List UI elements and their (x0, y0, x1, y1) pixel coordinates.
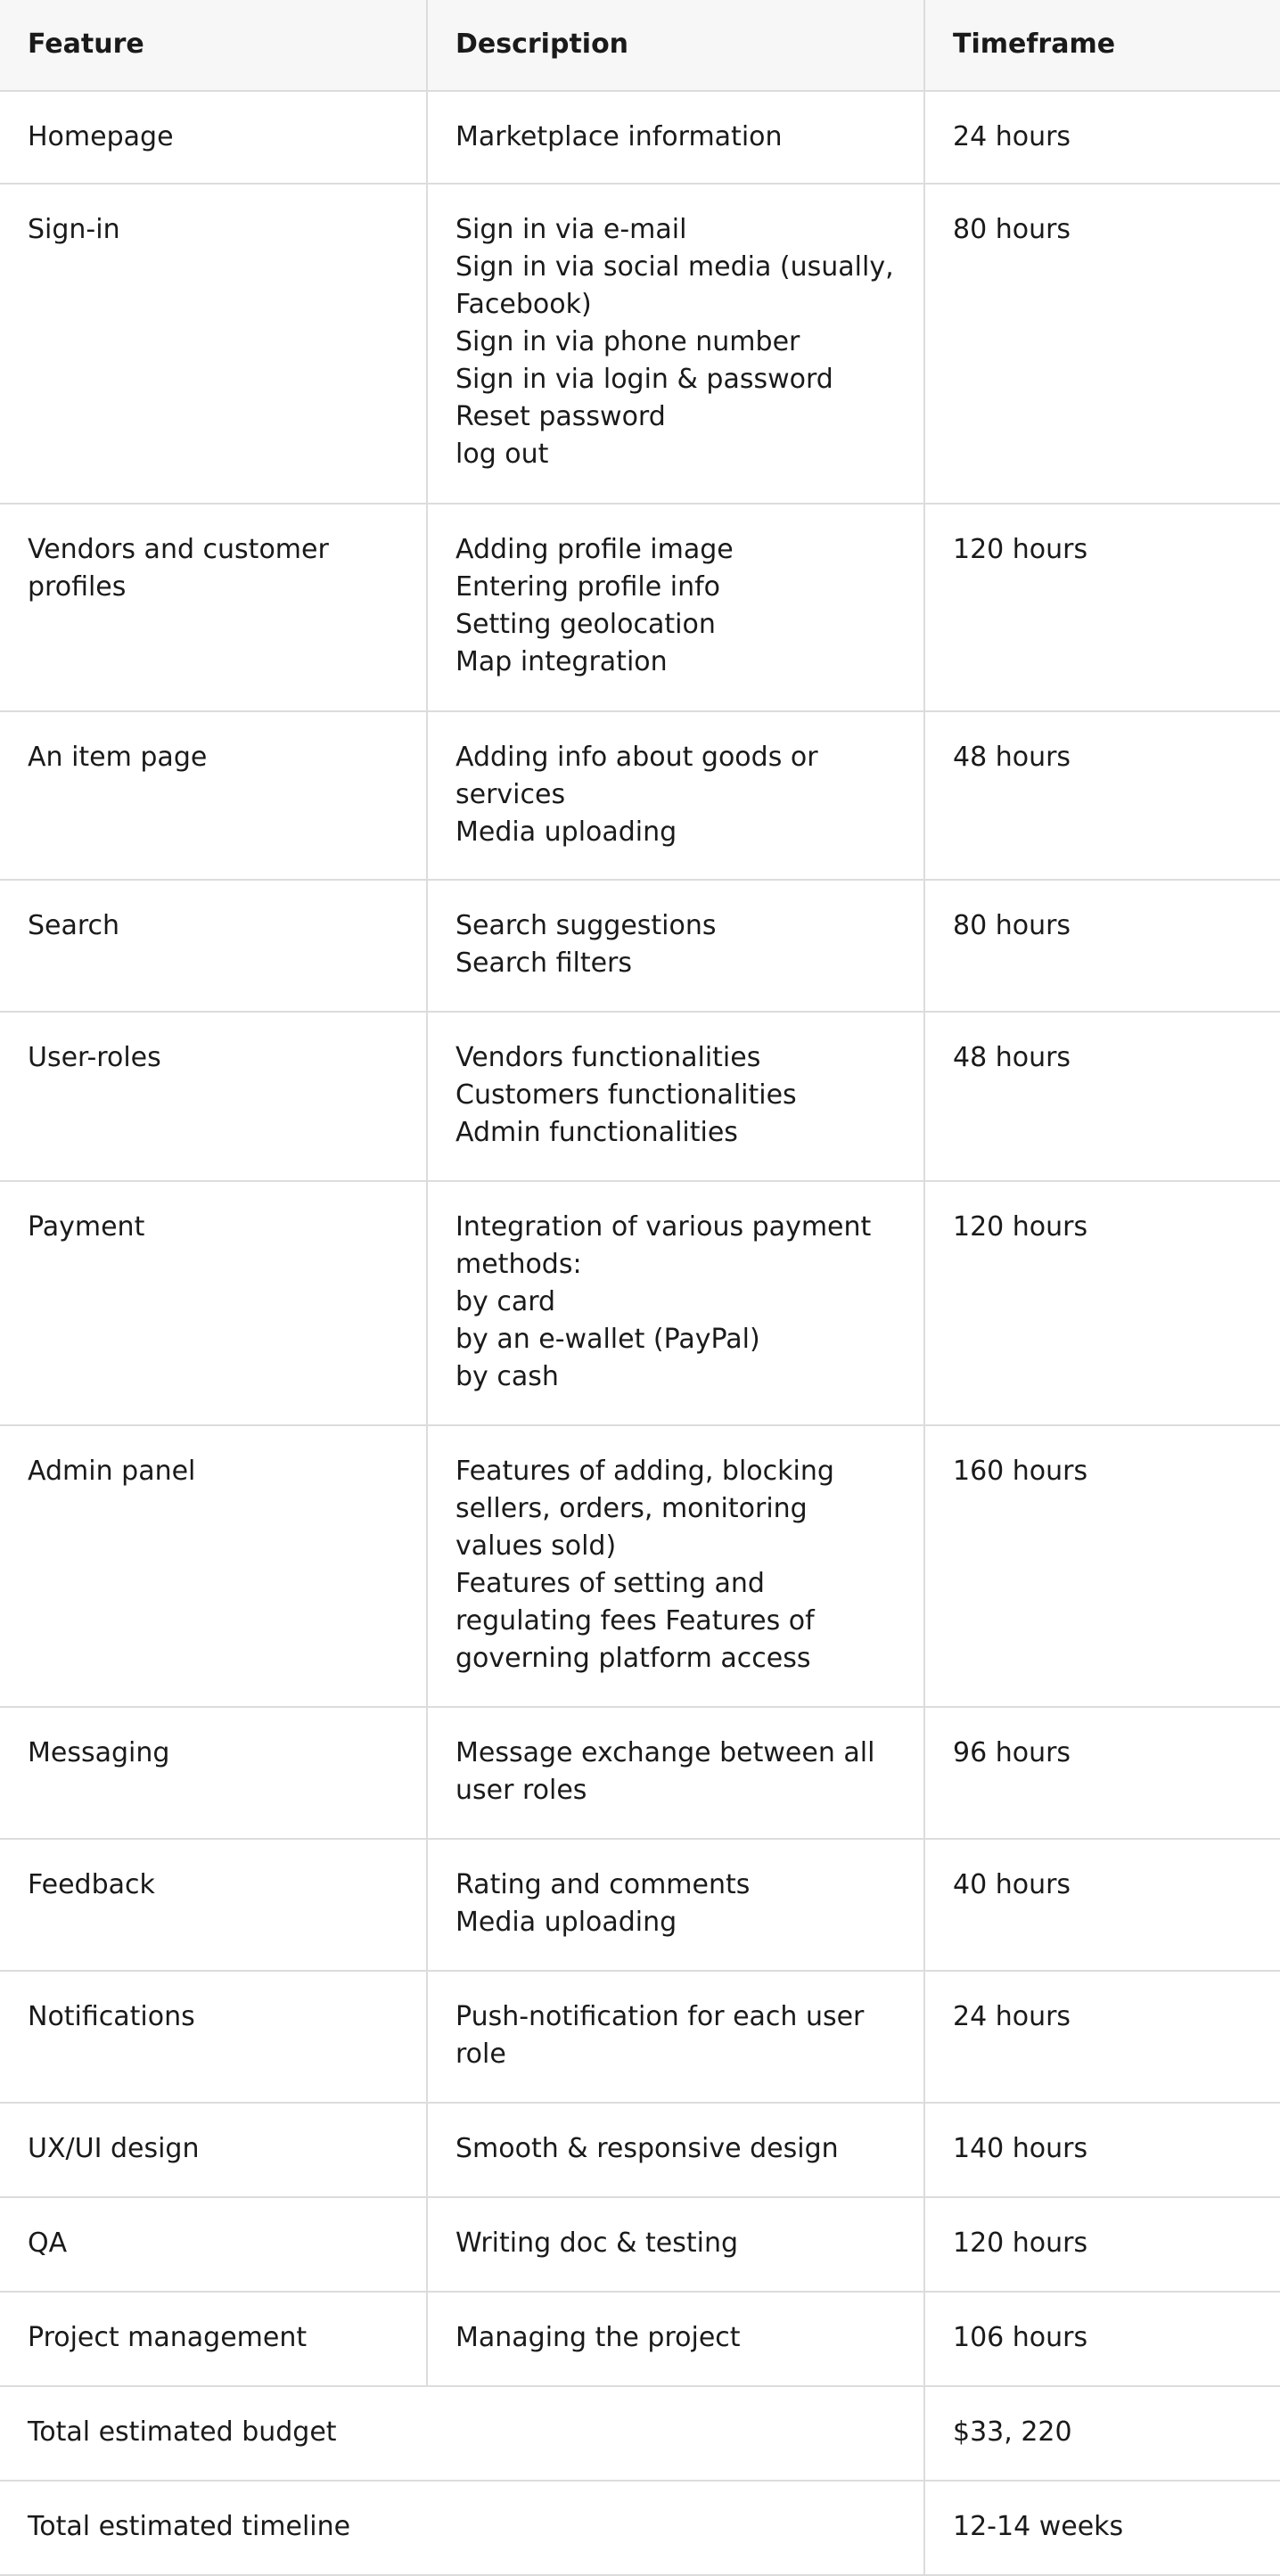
description-line: Adding info about goods or services (455, 742, 818, 810)
timeframe-cell: 140 hours (924, 2103, 1280, 2197)
description-line: Features of setting and regulating fees Features of governing platform access (455, 1568, 815, 1674)
description-line: Push-notification for each user role (455, 2001, 865, 2070)
feature-cell: Feedback (0, 1839, 427, 1971)
description-cell (427, 1839, 924, 1971)
description-cell (427, 1971, 924, 2103)
timeframe-cell: 96 hours (924, 1707, 1280, 1839)
total-timeline-label: Total estimated timeline (0, 2481, 924, 2575)
description-cell (427, 2292, 924, 2386)
table-row (0, 711, 1280, 880)
description-line: Smooth & responsive design (455, 2133, 839, 2164)
feature-cell: Search (0, 880, 427, 1012)
table-row (0, 184, 1280, 504)
header-row (0, 0, 1280, 91)
description-cell (427, 184, 924, 504)
description-line: Sign in via e-mail (455, 214, 687, 245)
timeframe-cell: 106 hours (924, 2292, 1280, 2386)
feature-cell: Payment (0, 1181, 427, 1425)
description-line: by an e-wallet (PayPal) (455, 1324, 760, 1355)
feature-cell: Notifications (0, 1971, 427, 2103)
feature-cell: User-roles (0, 1012, 427, 1181)
feature-cell: UX/UI design (0, 2103, 427, 2197)
description-line: by card (455, 1286, 556, 1317)
description-line: Search suggestions (455, 910, 717, 941)
description-line: Adding profile image (455, 534, 734, 565)
description-cell (427, 1707, 924, 1839)
description-line: Message exchange between all user roles (455, 1737, 875, 1806)
description-line: log out (455, 439, 549, 470)
description-line: Managing the project (455, 2322, 741, 2353)
total-timeline-row (0, 2481, 1280, 2575)
total-budget-label: Total estimated budget (0, 2386, 924, 2481)
table-row (0, 504, 1280, 711)
feature-cell: Admin panel (0, 1425, 427, 1707)
description-line: Rating and comments (455, 1869, 751, 1900)
feature-cell: Vendors and customer profiles (0, 504, 427, 711)
timeframe-cell: 24 hours (924, 1971, 1280, 2103)
description-cell (427, 1425, 924, 1707)
table-row (0, 2103, 1280, 2197)
feature-cell: Messaging (0, 1707, 427, 1839)
description-cell (427, 711, 924, 880)
description-line: by cash (455, 1361, 559, 1392)
feature-cell: Homepage (0, 91, 427, 184)
timeframe-cell: 80 hours (924, 184, 1280, 504)
timeframe-cell: 48 hours (924, 711, 1280, 880)
description-line: Customers functionalities (455, 1079, 797, 1111)
timeframe-cell: 120 hours (924, 1181, 1280, 1425)
description-cell (427, 2103, 924, 2197)
description-cell (427, 2197, 924, 2292)
description-cell (427, 504, 924, 711)
timeframe-cell: 120 hours (924, 504, 1280, 711)
timeframe-cell: 40 hours (924, 1839, 1280, 1971)
table-row (0, 1971, 1280, 2103)
description-line: Sign in via login & password (455, 364, 833, 395)
table-row (0, 2292, 1280, 2386)
timeframe-cell: 160 hours (924, 1425, 1280, 1707)
description-line: Vendors functionalities (455, 1042, 761, 1073)
timeframe-cell: 24 hours (924, 91, 1280, 184)
total-budget-row (0, 2386, 1280, 2481)
table-row (0, 1425, 1280, 1707)
description-line: Marketplace information (455, 121, 783, 152)
total-timeline-value: 12-14 weeks (924, 2481, 1280, 2575)
description-line: Admin functionalities (455, 1117, 738, 1148)
description-cell (427, 1012, 924, 1181)
table-row (0, 91, 1280, 184)
feature-cell: An item page (0, 711, 427, 880)
description-line: Setting geolocation (455, 609, 716, 640)
description-line: Sign in via social media (usually, Facebook) (455, 251, 894, 320)
description-cell (427, 91, 924, 184)
table-row (0, 1181, 1280, 1425)
description-line: Media uploading (455, 1907, 677, 1938)
description-cell (427, 880, 924, 1012)
description-line: Sign in via phone number (455, 326, 800, 357)
description-line: Search filters (455, 948, 633, 979)
header-description: Description (427, 0, 924, 91)
table-row (0, 880, 1280, 1012)
timeframe-cell: 80 hours (924, 880, 1280, 1012)
timeframe-cell: 48 hours (924, 1012, 1280, 1181)
description-line: Map integration (455, 646, 668, 677)
total-budget-value: $33, 220 (924, 2386, 1280, 2481)
description-line: Integration of various payment methods: (455, 1211, 872, 1280)
description-line: Media uploading (455, 816, 677, 848)
table-row (0, 1839, 1280, 1971)
header-feature: Feature (0, 0, 427, 91)
description-line: Features of adding, blocking sellers, orders, monitoring values sold) (455, 1456, 834, 1562)
feature-cell: Sign-in (0, 184, 427, 504)
feature-cell: QA (0, 2197, 427, 2292)
timeframe-cell: 120 hours (924, 2197, 1280, 2292)
description-line: Reset password (455, 401, 666, 432)
description-cell (427, 1181, 924, 1425)
description-line: Entering profile info (455, 571, 721, 603)
table-row (0, 1707, 1280, 1839)
table-row (0, 2197, 1280, 2292)
description-line: Writing doc & testing (455, 2227, 739, 2259)
table-row (0, 1012, 1280, 1181)
header-timeframe: Timeframe (924, 0, 1280, 91)
feature-cell: Project management (0, 2292, 427, 2386)
